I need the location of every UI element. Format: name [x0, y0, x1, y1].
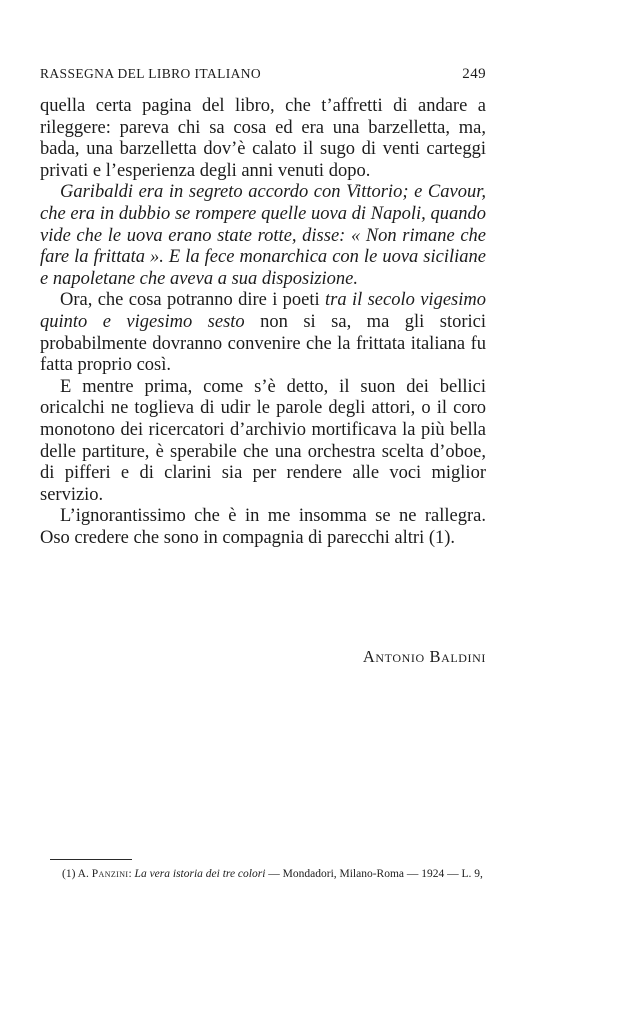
footnote-rule: [50, 859, 132, 860]
page-number: 249: [462, 66, 486, 82]
running-title: RASSEGNA DEL LIBRO ITALIANO: [40, 66, 262, 81]
footnote-publication: — Mondadori, Milano-Roma — 1924 — L. 9,: [265, 868, 483, 880]
footnote-title: La vera istoria dei tre colori: [134, 868, 266, 880]
author-signature: Antonio Baldini: [362, 647, 486, 666]
running-head: [40, 66, 486, 86]
paragraph-3-end: non si sa, ma gli storici probabilmente dovranno convenire che la frittata italiana fu fatta proprio così.: [40, 311, 486, 376]
footnote-marker: (1) A.: [62, 868, 92, 880]
paragraph-2-quote: Garibaldi era in segreto accordo con Vittorio; e Cavour, che era in dubbio se rompere quelle uova di Napoli, quando vide che le uova erano state rotte, disse: « Non rimane che fare la frittata ». E la fece monarchica con le uova siciliane e napoletane che aveva a sua disposizione.: [40, 182, 486, 289]
paragraph-1: quella certa pagina del libro, che t’affretti di andare a rileggere: pareva chi sa cosa ed era una barzelletta, ma, bada, una barzelletta dov’è calato il sugo di venti carteggi privati e l’esperienza degli anni venuti dopo.: [40, 96, 486, 181]
paragraph-4: E mentre prima, come s’è detto, il suon dei bellici oricalchi ne toglieva di udir le parole degli attori, o il coro monotono dei ricercatori d’archivio mortificava la più bella delle partiture, è sperabile che una orchestra scelta d’oboe, di pifferi e di clarini sia per rendere alle voci miglior servizio.: [40, 376, 486, 505]
paragraph-3-italic: tra il secolo vigesimo quinto e vigesimo sesto: [40, 290, 486, 332]
paragraph-3: [40, 290, 486, 376]
footnote-separator: :: [128, 868, 135, 880]
footnote-author: Panzini: [91, 868, 129, 880]
paragraph-3-start: Ora, che cosa potranno dire i poeti: [60, 290, 326, 311]
article-body: [40, 96, 486, 549]
paragraph-5: L’ignorantissimo che è in me insomma se ne rallegra. Oso credere che sono in compagnia di parecchi altri (1).: [40, 506, 486, 548]
footnote: [40, 866, 490, 883]
